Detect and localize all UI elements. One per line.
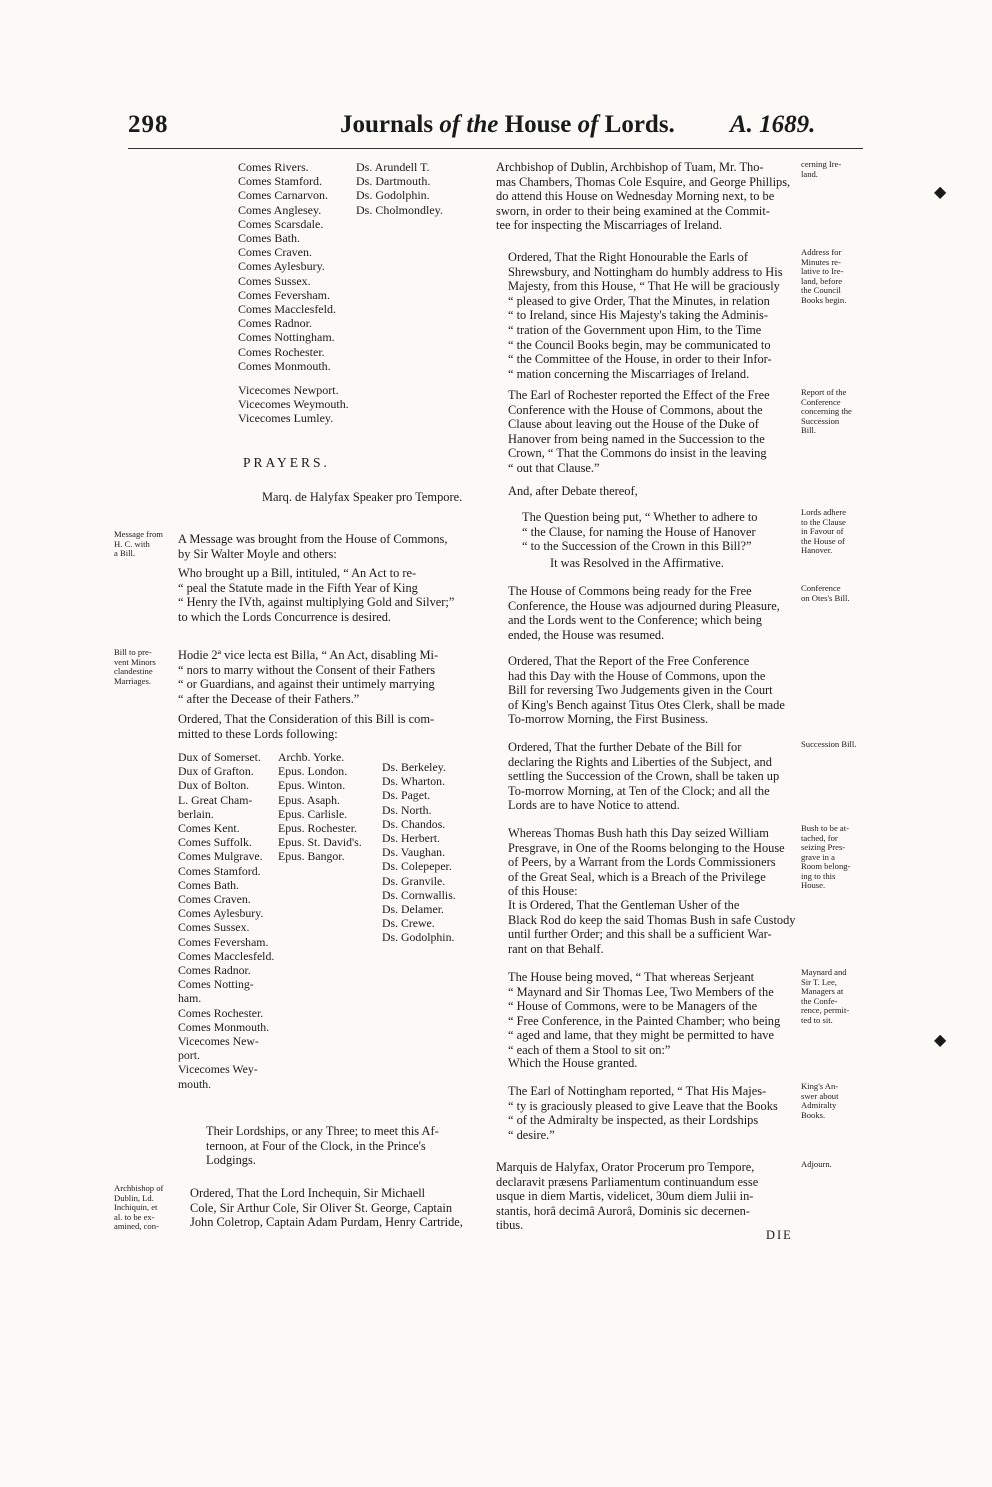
text-line: Lodgings. [206,1153,256,1168]
text-line: Lords are to have Notice to attend. [508,798,680,813]
text-line: Comes Feversham. [238,287,330,302]
text-line: the Council [801,285,841,295]
text-line: Comes Kent. [178,821,240,836]
text-line: Archbishop of [114,1183,164,1193]
text-line: Shrewsbury, and Nottingham do humbly address to His [508,264,783,279]
text-line: Epus. St. David's. [278,835,362,850]
text-line: Succession [801,415,840,426]
debate-line: And, after Debate thereof, [508,484,638,498]
text-line: ternoon, at Four of the Clock, in the Prince's [206,1138,426,1153]
text-line: “ mation concerning the Miscarriages of Ireland. [508,366,750,381]
text-line: Admiralty [801,1100,837,1110]
text-line: Comes Sussex. [178,920,250,935]
committee-bishops [278,750,362,864]
succession-paragraph [508,740,779,813]
header-rule [128,148,863,149]
text-line: do attend this House on Wednesday Morning next, to be [496,189,775,204]
text-line: Inchiquin, et [114,1202,158,1212]
custody-paragraph [508,898,795,956]
text-line: Comes Aylesbury. [178,906,264,921]
text-line: amined, con- [114,1221,159,1231]
margin-note-message [114,530,163,559]
text-line: ing to this [801,870,836,881]
margin-note-minors [114,648,156,686]
text-line: Hodie 2ª vice lecta est Billa, “ An Act, disabling Mi- [178,648,439,662]
text-line: Comes Rochester. [238,344,325,359]
margin-note-bush [801,824,850,891]
text-line: rant on that Behalf. [508,941,604,956]
minors-paragraph [178,648,438,706]
text-line: vent Minors [114,656,156,667]
text-line: Comes Macclesfeld. [238,302,336,317]
adjourn-paragraph [496,1160,758,1233]
question-paragraph [522,510,757,554]
margin-note-conference [801,584,850,603]
text-line: Clause about leaving out the House of the Duke of [508,417,759,432]
text-line: “ the Committee of the House, in order to their Infor- [508,352,772,367]
text-line: “ to Ireland, since His Majesty's taking the Adminis- [508,308,768,323]
text-line: by Sir Walter Moyle and others: [178,546,337,561]
text-line: Hanover. [801,545,833,555]
text-line: Dux of Somerset. [178,750,261,764]
text-line: Their Lordships, or any Three; to meet this Af- [206,1124,439,1138]
text-line: Comes Nottingham. [238,330,335,345]
text-line: Comes Mulgrave. [178,849,263,864]
margin-note-ireland [801,160,841,179]
text-line: “ to the Succession of the Crown in this Bill?” [522,539,752,554]
committed-paragraph [178,712,434,741]
text-line: Marriages. [114,675,151,686]
text-line: H. C. with [114,538,150,549]
margin-note-adhere [801,508,846,556]
text-line: “ House of Commons, were to be Managers of the [508,999,758,1014]
text-line: “ ty is graciously pleased to give Leave that the Books [508,1098,778,1113]
otes-paragraph [508,654,785,727]
text-line: berlain. [178,806,214,821]
text-line: Succession Bill. [801,739,857,749]
text-line: Comes Monmouth. [178,1019,270,1034]
text-line: ham. [178,991,202,1006]
text-line: Comes Rivers. [238,160,309,174]
text-line: Conference [801,583,841,593]
bush-paragraph [508,826,785,899]
text-line: Presgrave, in One of the Rooms belonging to the House [508,840,785,855]
text-line: “ out that Clause.” [508,460,600,475]
bill-paragraph [178,566,454,624]
text-line: “ desire.” [508,1127,555,1142]
text-line: Ds. Granvile. [382,873,446,888]
text-line: mouth. [178,1076,212,1091]
text-line: cerning Ire- [801,159,842,169]
text-line: To-morrow Morning, at Ten of the Clock; and all the [508,783,770,798]
text-line: Maynard and [801,967,847,977]
text-line: Vicecomes Newport. [238,383,339,397]
text-line: lative to Ire- [801,266,844,276]
text-line: “ nors to marry without the Consent of their Fathers [178,662,436,677]
text-line: Ds. Wharton. [382,774,446,789]
text-line: port. [178,1048,200,1063]
text-line: Comes Bath. [238,231,300,246]
text-line: John Coletrop, Captain Adam Purdam, Henry Cartride, [190,1215,463,1230]
text-line: Comes Scarsdale. [238,216,324,231]
text-line: grave in a [801,851,835,862]
margin-note-king [801,1082,838,1120]
text-line: “ peal the Statute made in the Fifth Year of King [178,580,418,595]
text-line: Whereas Thomas Bush hath this Day seized William [508,826,769,840]
text-line: stantis, horâ decimâ Aurorâ, Dominis sic decernen- [496,1203,750,1218]
text-line: seizing Pres- [801,842,846,852]
text-line: Epus. Winton. [278,778,346,793]
text-line: Managers at [801,986,844,996]
granted-line: Which the House granted. [508,1056,638,1070]
text-line: Report of the [801,387,847,397]
text-line: Epus. Carlisle. [278,806,348,821]
text-line: Hanover from being named in the Succession to the [508,431,765,446]
meeting-paragraph [206,1124,439,1168]
text-line: to the Clause [801,516,846,527]
text-line: usque in diem Martis, videlicet, 30um diem Julii in- [496,1189,754,1204]
attendance-comites [238,160,336,373]
report-paragraph [508,388,770,476]
text-line: Black Rod do keep the said Thomas Bush in safe Custody [508,912,796,927]
message-paragraph [178,532,447,561]
text-line: Dux of Bolton. [178,778,250,793]
text-line: Bill. [801,425,817,435]
attendance-vicecomites [238,383,349,426]
text-line: Conference, the House was adjourned during Pleasure, [508,598,780,613]
text-line: L. Great Cham- [178,792,253,807]
text-line: Ordered, That the Report of the Free Conference [508,654,750,668]
text-line: Comes Anglesey. [238,202,322,217]
text-line: Bill for reversing Two Judgements given in the Court [508,683,773,698]
text-line: Vicecomes Wey- [178,1062,258,1077]
text-line: Adjourn. [801,1159,832,1169]
text-line: “ tration of the Government upon Him, to the Time [508,322,762,337]
text-line: A Message was brought from the House of Commons, [178,532,448,546]
text-line: “ the Clause, for naming the House of Hanover [522,524,756,539]
text-line: Ds. Colepeper. [382,859,452,874]
text-line: Books begin. [801,294,847,305]
text-line: Comes Stamford. [238,174,322,189]
text-line: Archbishop of Dublin, Archbishop of Tuam, Mr. Tho- [496,160,764,174]
text-line: Bush to be at- [801,823,849,833]
text-line: Ds. Paget. [382,788,431,803]
text-line: Conference [801,396,841,407]
text-line: Ds. North. [382,802,432,817]
text-line: Comes Feversham. [178,934,269,949]
text-line: ended, the House was resumed. [508,627,665,642]
catchword: DIE [766,1228,793,1242]
text-line: Who brought up a Bill, intituled, “ An Act to re- [178,566,417,580]
year-label: A. 1689. [730,111,816,138]
text-line: of Peers, by a Warrant from the Lords Commissioners [508,855,776,870]
text-line: had this Day with the House of Commons, upon the [508,668,766,683]
text-line: sworn, in order to their being examined at the Commit- [496,203,770,218]
text-line: Lords adhere [801,507,847,517]
text-line: Dux of Grafton. [178,764,254,779]
text-line: Ds. Godolphin. [382,930,455,945]
text-line: “ after the Decease of their Fathers.” [178,691,360,706]
ireland-paragraph [496,160,790,233]
text-line: declaravit præsens Parliamentum continuandum esse [496,1174,759,1189]
text-line: of this House: [508,884,578,899]
text-line: Books. [801,1109,826,1120]
text-line: Sir T. Lee, [801,976,837,987]
text-line: Ds. Dartmouth. [356,174,431,189]
text-line: “ Free Conference, in the Painted Chamber; who being [508,1013,781,1028]
text-line: Vicecomes New- [178,1034,259,1049]
text-line: Ds. Godolphin. [356,188,430,203]
text-line: Ds. Crewe. [382,916,435,931]
text-line: Comes Craven. [238,245,312,260]
text-line: concerning the [801,406,852,416]
margin-note-report [801,388,852,436]
text-line: Epus. London. [278,764,348,779]
text-line: The House of Commons being ready for the Free [508,584,752,598]
speaker-line: Marq. de Halyfax Speaker pro Tempore. [262,490,463,504]
text-line: Comes Suffolk. [178,835,252,850]
text-line: mitted to these Lords following: [178,726,338,741]
text-line: land, before [801,275,843,286]
text-line: Comes Aylesbury. [238,259,325,274]
text-line: and the Lords went to the Conference; which being [508,613,762,628]
text-line: Archb. Yorke. [278,750,345,764]
text-line: Epus. Asaph. [278,792,340,807]
text-line: Ds. Delamer. [382,902,444,917]
attendance-domini [356,160,443,217]
text-line: the Confe- [801,995,838,1006]
text-line: “ the Council Books begin, may be communicated to [508,337,771,352]
text-line: “ aged and lame, that they might be permitted to have [508,1028,774,1043]
text-line: The Earl of Rochester reported the Effect of the Free [508,388,770,402]
text-line: “ Henry the IVth, against multiplying Gold and Silver;” [178,595,455,610]
text-line: Comes Bath. [178,877,239,892]
text-line: “ or Guardians, and against their untimely marrying [178,677,435,692]
text-line: Comes Monmouth. [238,358,331,373]
text-line: It is Ordered, That the Gentleman Usher of the [508,898,740,912]
text-line: Comes Sussex. [238,273,311,288]
text-line: Bill to pre- [114,647,152,657]
text-line: Vicecomes Weymouth. [238,397,349,412]
margin-ornament-top: ◆ [934,184,947,201]
text-line: Comes Notting- [178,977,254,992]
margin-note-adjourn [801,1160,832,1170]
archbishop-paragraph [190,1186,463,1230]
text-line: the House of [801,535,845,546]
text-line: Ordered, That the Lord Inchequin, Sir Michaell [190,1186,426,1200]
text-line: Cole, Sir Arthur Cole, Sir Oliver St. George, Captain [190,1200,453,1215]
text-line: Dublin, Ld. [114,1192,154,1203]
page-number: 298 [128,111,169,138]
text-line: Comes Stamford. [178,863,261,878]
text-line: The House being moved, “ That whereas Serjeant [508,970,755,984]
text-line: Ds. Herbert. [382,831,440,846]
text-line: The Earl of Nottingham reported, “ That His Majes- [508,1084,767,1098]
text-line: al. to be ex- [114,1211,155,1222]
text-line: Message from [114,529,163,539]
text-line: of King's Bench against Titus Otes Clerk, shall be made [508,697,785,712]
text-line: Ds. Chandos. [382,816,446,831]
text-line: ted to sit. [801,1014,833,1025]
margin-ornament-bottom: ◆ [934,1032,947,1049]
text-line: To-morrow Morning, the First Business. [508,712,709,727]
conference-paragraph [508,584,780,642]
text-line: Minutes re- [801,256,841,267]
text-line: tibus. [496,1218,524,1233]
text-line: Comes Radnor. [178,963,251,978]
text-line: swer about [801,1090,839,1101]
text-line: on Otes's Bill. [801,592,850,603]
text-line: in Favour of [801,526,844,536]
text-line: Comes Craven. [178,892,251,907]
prayers-heading: PRAYERS. [243,455,330,470]
text-line: Vicecomes Lumley. [238,411,334,426]
text-line: of the Great Seal, which is a Breach of the Privilege [508,869,766,884]
resolved-line: It was Resolved in the Affirmative. [550,556,724,570]
text-line: Majesty, from this House, “ That He will be graciously [508,279,780,294]
text-line: “ Maynard and Sir Thomas Lee, Two Members of the [508,984,774,999]
text-line: Marquis de Halyfax, Orator Procerum pro Tempore, [496,1160,755,1174]
text-line: Conference with the House of Commons, about the [508,402,763,417]
margin-note-archbishop [114,1184,163,1232]
address-paragraph [508,250,783,381]
text-line: Ds. Cholmondley. [356,202,443,217]
text-line: tached, for [801,832,838,843]
text-line: rence, permit- [801,1005,850,1015]
king-paragraph [508,1084,778,1142]
text-line: Ds. Berkeley. [382,760,446,774]
journal-title: Journals of the House of Lords. [340,111,675,138]
text-line: “ each of them a Stool to sit on:” [508,1042,671,1057]
text-line: declaring the Rights and Liberties of the Subject, and [508,754,772,769]
text-line: Epus. Bangor. [278,849,345,864]
text-line: Comes Rochester. [178,1005,264,1020]
text-line: Comes Macclesfeld. [178,948,275,963]
text-line: Epus. Rochester. [278,821,357,836]
text-line: Comes Radnor. [238,316,312,331]
text-line: a Bill. [114,548,136,558]
text-line: Ordered, That the Consideration of this Bill is com- [178,712,435,726]
text-line: House. [801,880,826,890]
text-line: tee for inspecting the Miscarriages of Ireland. [496,218,723,233]
text-line: to which the Lords Concurrence is desired. [178,609,391,624]
text-line: Ordered, That the Right Honourable the Earls of [508,250,748,264]
text-line: Room belong- [801,861,851,871]
text-line: settling the Succession of the Crown, shall be taken up [508,769,780,784]
committee-dukes-earls [178,750,274,1091]
text-line: clandestine [114,666,153,676]
text-line: Address for [801,247,842,257]
text-line: Comes Carnarvon. [238,188,328,203]
text-line: mas Chambers, Thomas Cole Esquire, and George Phillips, [496,174,791,189]
text-line: The Question being put, “ Whether to adhere to [522,510,758,524]
text-line: “ of the Admiralty be inspected, as their Lordships [508,1113,759,1128]
text-line: Ordered, That the further Debate of the Bill for [508,740,742,754]
text-line: land. [801,168,818,179]
margin-note-maynard [801,968,849,1025]
committee-barons [382,760,456,945]
text-line: Ds. Arundell T. [356,160,430,174]
text-line: until further Order; and this shall be a sufficient War- [508,927,772,942]
text-line: Ds. Vaughan. [382,845,446,860]
text-line: Ds. Cornwallis. [382,887,456,902]
margin-note-succession [801,740,856,750]
text-line: King's An- [801,1081,839,1091]
text-line: Crown, “ That the Commons do insist in the leaving [508,446,767,461]
margin-note-address [801,248,846,305]
text-line: “ pleased to give Order, That the Minutes, in relation [508,293,770,308]
maynard-paragraph [508,970,780,1058]
